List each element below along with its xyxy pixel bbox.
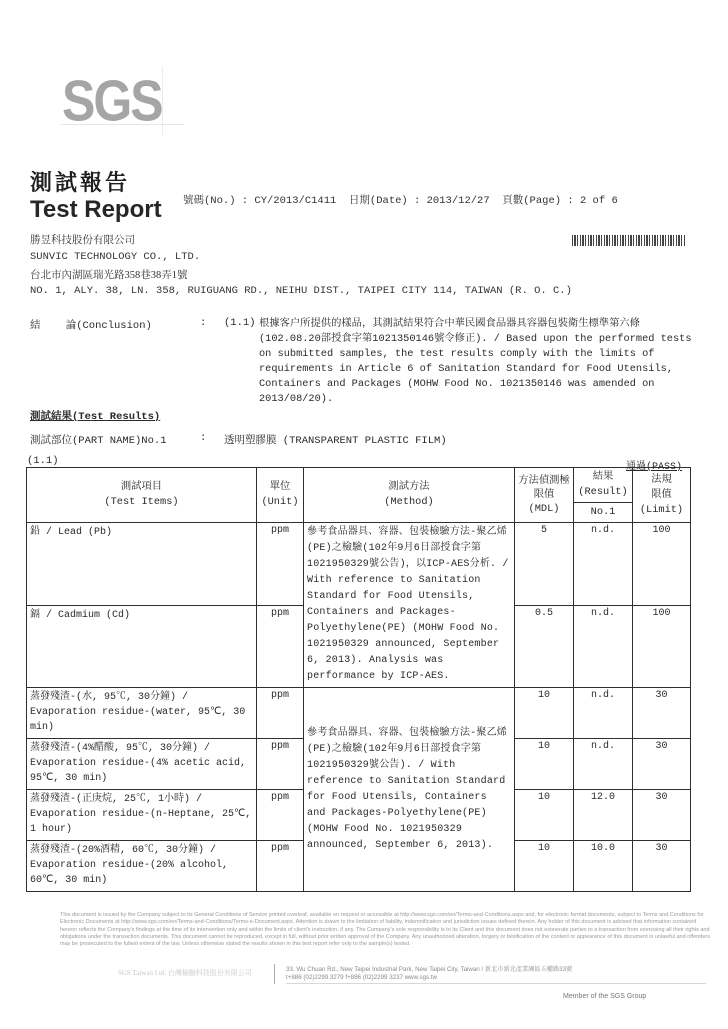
cell-unit: ppm [257, 688, 304, 739]
col-header-unit: 單位 (Unit) [257, 468, 304, 523]
cell-limit: 100 [633, 523, 691, 606]
cell-mdl: 5 [515, 523, 574, 606]
cell-test-item: 蒸發殘渣-(水, 95℃, 30分鐘) / Evaporation residue-(water, 95℃, 30 min) [27, 688, 257, 739]
cell-test-item: 蒸發殘渣-(4%醋酸, 95℃, 30分鐘) / Evaporation residue-(4% acetic acid, 95℃, 30 min) [27, 739, 257, 790]
cell-mdl: 0.5 [515, 605, 574, 688]
col-header-mdl: 方法偵測極限值 (MDL) [515, 468, 574, 523]
footer-divider [274, 964, 275, 984]
cell-unit: ppm [257, 523, 304, 606]
conclusion-number: (1.1) [224, 317, 256, 329]
client-name-en: SUNVIC TECHNOLOGY CO., LTD. [30, 251, 201, 263]
cell-limit: 30 [633, 790, 691, 841]
col-header-sample-no: No.1 [574, 503, 633, 523]
cell-unit: ppm [257, 605, 304, 688]
cell-mdl: 10 [515, 841, 574, 892]
footer-terms: This document is issued by the Company subject to its General Conditions of Service printed overleaf, available on request or accessible at http://www.sgs.com/en/Terms-and-Conditions.aspx and, for electronic format documents, subject to Terms and Conditions for Electronic Documents at http://www.sgs.com/en/Terms-and-Conditions/Terms-e-Document.aspx. Attention is drawn to the limitation of liability, indemnification and jurisdiction issues defined therein. Any holder of this document is advised that information contained hereon reflects the Company's findings at the time of its intervention only and within the limits of client's instruction, if any. The Company's sole responsibility is to its Client and this document does not exonerate parties to a transaction from exercising all their rights and obligations under the transaction documents. This document cannot be reproduced, except in full, without prior written approval of the Company. Any unauthorized alteration, forgery or falsification of the content or appearance of this document is unlawful and offenders may be prosecuted to the fullest extent of the law. Unless otherwise stated the results shown in this test report refer only to the sample(s) tested. [60, 912, 710, 948]
cell-test-item: 鉛 / Lead (Pb) [27, 523, 257, 606]
part-name-colon: : [200, 432, 207, 444]
cell-result: n.d. [574, 688, 633, 739]
cell-result: 10.0 [574, 841, 633, 892]
conclusion-text: 根據客户所提供的樣品，其測試結果符合中華民國食品器具容器包裝衛生標準第六條(102.08.20部授食字第1021350146號令修正). / Based upon the performed tests on submitted samples, the test results comply with the limits of requirements in Article 6 of Sanitation Standard for Food Utensils, Containers and Packages (MOHW Food No. 1021350146 was amended on 2013/08/20). [259, 318, 692, 405]
cell-mdl: 10 [515, 688, 574, 739]
col-header-result: 結果 (Result) [574, 468, 633, 503]
cell-unit: ppm [257, 841, 304, 892]
footer-member: Member of the SGS Group [563, 993, 647, 1000]
cell-unit: ppm [257, 739, 304, 790]
cell-method-icp: 參考食品器具、容器、包裝檢驗方法-聚乙烯(PE)之檢驗(102年9月6日部授食字第1021950329號公告)，以ICP-AES分析. / With reference to Sanitation Standard for Food Utensils, Containers and Packages-Polyethylene(PE) (MOHW Food No. 1021950329 announced, September 6, 2013). Analysis was performance by ICP-AES. [304, 523, 515, 688]
pass-status: 通過(PASS) [626, 462, 683, 473]
part-name-value: 透明塑膠膜 (TRANSPARENT PLASTIC FILM) [224, 435, 447, 447]
conclusion-label: 結 論(Conclusion) [30, 320, 152, 332]
sgs-logo: SGS [62, 68, 162, 133]
test-results-table [26, 467, 691, 892]
client-name-zh: 勝昱科技股份有限公司 [30, 235, 135, 246]
cell-limit: 100 [633, 605, 691, 688]
cell-result: 12.0 [574, 790, 633, 841]
conclusion-colon: : [200, 317, 207, 329]
col-header-method: 測試方法 (Method) [304, 468, 515, 523]
cell-limit: 30 [633, 688, 691, 739]
table-row [27, 688, 691, 739]
cell-result: n.d. [574, 523, 633, 606]
client-address-en: NO. 1, ALY. 38, LN. 358, RUIGUANG RD., NEIHU DIST., TAIPEI CITY 114, TAIWAN (R. O. C.) [30, 285, 572, 297]
client-address-zh: 台北市內湖區瑞光路358巷38弄1號 [30, 270, 188, 281]
cell-result: n.d. [574, 739, 633, 790]
report-title-zh: 測試報告 [30, 170, 131, 196]
table-header-row [27, 468, 691, 503]
cell-method-evap: 參考食品器具、容器、包裝檢驗方法-聚乙烯(PE)之檢驗(102年9月6日部授食字第1021950329號公告). / With reference to Sanitation Standard for Food Utensils, Containers and Packages-Polyethylene(PE) (MOHW Food No. 1021950329 announced, September 6, 2013). [304, 688, 515, 892]
cell-mdl: 10 [515, 739, 574, 790]
cell-unit: ppm [257, 790, 304, 841]
col-header-test-items: 測試項目 (Test Items) [27, 468, 257, 523]
report-title-en: Test Report [30, 196, 162, 223]
barcode [572, 235, 685, 246]
table-row [27, 523, 691, 606]
test-results-heading: 測試結果(Test Results) [30, 411, 161, 423]
cell-mdl: 10 [515, 790, 574, 841]
report-meta: 號碼(No.) : CY/2013/C1411 日期(Date) : 2013/12/27 頁數(Page) : 2 of 6 [183, 195, 618, 207]
footer-address: 33, Wu Chuan Rd., New Taipei Industrial Park, New Taipei City, Taiwan / 新北市新北產業園區五權路33號 [286, 966, 573, 973]
cell-test-item: 蒸發殘渣-(20%酒精, 60℃, 30分鐘) / Evaporation residue-(20% alcohol, 60℃, 30 min) [27, 841, 257, 892]
logo-guide-line [162, 66, 163, 136]
section-number: (1.1) [27, 455, 59, 467]
cell-limit: 30 [633, 739, 691, 790]
part-name-label: 測試部位(PART NAME)No.1 [30, 435, 167, 447]
cell-test-item: 蒸發殘渣-(正庚烷, 25℃, 1小時) / Evaporation residue-(n-Heptane, 25℃, 1 hour) [27, 790, 257, 841]
cell-limit: 30 [633, 841, 691, 892]
cell-result: n.d. [574, 605, 633, 688]
col-header-limit: 法規限值 (Limit) [633, 468, 691, 523]
footer-address-block [286, 966, 572, 982]
footer-contact: t+886 (02)2299 3279 f+886 (02)2299 3237 www.sgs.tw [286, 974, 438, 981]
footer-company: SGS Taiwan Ltd. 台灣檢驗科技股份有限公司 [118, 969, 252, 977]
footer-rule [286, 983, 706, 984]
cell-test-item: 鎘 / Cadmium (Cd) [27, 605, 257, 688]
